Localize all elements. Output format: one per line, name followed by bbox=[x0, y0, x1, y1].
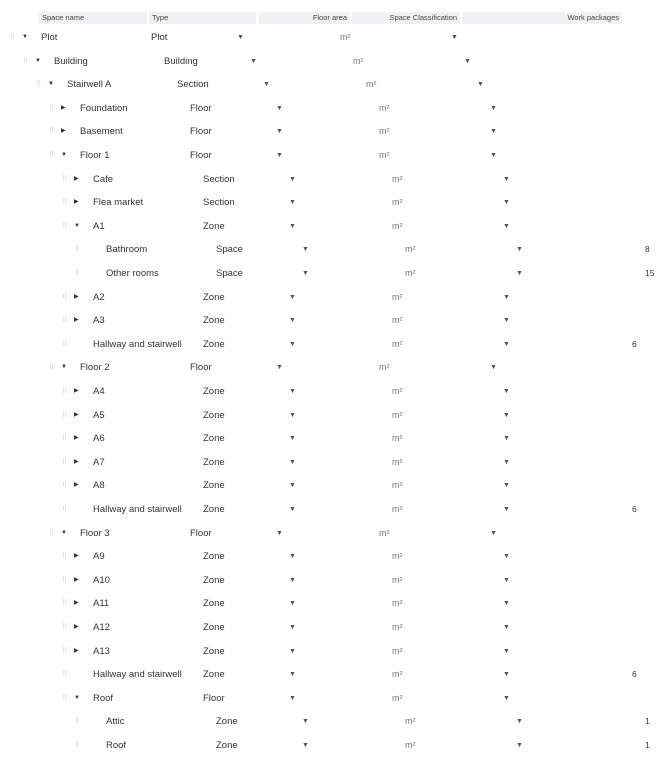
type-select[interactable]: Zone bbox=[203, 645, 225, 657]
drag-handle-icon[interactable]: ⠿ bbox=[62, 199, 67, 207]
floor-area-unit[interactable]: m² bbox=[392, 504, 403, 514]
chevron-down-icon[interactable]: ▼ bbox=[289, 458, 296, 466]
table-row bbox=[52, 451, 670, 475]
drag-handle-icon[interactable]: ⠿ bbox=[62, 293, 67, 301]
space-name[interactable]: A7 bbox=[93, 456, 105, 468]
drag-handle-icon[interactable]: ⠿ bbox=[62, 340, 67, 348]
chevron-down-icon[interactable]: ▼ bbox=[302, 742, 309, 749]
floor-area-unit[interactable]: m² bbox=[405, 716, 416, 727]
table-row bbox=[39, 144, 670, 168]
type-select[interactable]: Zone bbox=[216, 740, 238, 751]
chevron-down-icon[interactable]: ▼ bbox=[276, 529, 283, 537]
floor-area-unit[interactable]: m² bbox=[392, 551, 403, 562]
chevron-down-icon[interactable]: ▼ bbox=[302, 270, 309, 277]
floor-area-unit[interactable]: m² bbox=[392, 173, 403, 184]
type-select[interactable]: Floor bbox=[190, 126, 212, 138]
floor-area-unit[interactable]: m² bbox=[379, 527, 390, 538]
chevron-down-icon[interactable]: ▼ bbox=[289, 600, 296, 608]
space-name[interactable]: Floor 2 bbox=[80, 362, 110, 374]
type-select[interactable]: Space bbox=[216, 244, 243, 256]
drag-handle-icon[interactable]: ⠿ bbox=[10, 34, 15, 41]
table-row bbox=[39, 120, 670, 144]
caret-right-icon[interactable]: ▶ bbox=[74, 175, 79, 182]
chevron-down-icon[interactable]: ▼ bbox=[503, 506, 510, 513]
caret-down-icon[interactable]: ▼ bbox=[48, 81, 54, 88]
chevron-down-icon[interactable]: ▼ bbox=[289, 694, 296, 702]
drag-handle-icon[interactable]: ⠿ bbox=[62, 647, 67, 655]
space-name[interactable]: A13 bbox=[93, 645, 110, 657]
floor-area-unit[interactable]: m² bbox=[405, 740, 416, 750]
caret-down-icon[interactable]: ▼ bbox=[22, 34, 28, 40]
chevron-down-icon[interactable]: ▼ bbox=[302, 718, 309, 726]
type-select[interactable]: Floor bbox=[190, 527, 212, 539]
chevron-down-icon[interactable]: ▼ bbox=[464, 57, 471, 65]
drag-handle-icon[interactable]: ⠿ bbox=[62, 435, 67, 443]
floor-area-unit[interactable]: m² bbox=[392, 598, 403, 609]
type-select[interactable]: Zone bbox=[203, 598, 225, 610]
caret-right-icon[interactable]: ▶ bbox=[74, 317, 79, 324]
chevron-down-icon[interactable]: ▼ bbox=[289, 340, 296, 348]
floor-area-unit[interactable]: m² bbox=[392, 409, 403, 420]
header-space-name[interactable]: Space name bbox=[39, 12, 147, 24]
drag-handle-icon[interactable]: ⠿ bbox=[49, 529, 54, 537]
work-packages-count[interactable]: 6 bbox=[632, 504, 637, 514]
caret-down-icon[interactable]: ▼ bbox=[74, 694, 80, 701]
drag-handle-icon[interactable]: ⠿ bbox=[62, 694, 67, 702]
floor-area-unit[interactable]: m² bbox=[353, 55, 364, 66]
chevron-down-icon[interactable]: ▼ bbox=[276, 128, 283, 136]
table-row bbox=[52, 498, 670, 522]
drag-handle-icon[interactable]: ⠿ bbox=[75, 718, 80, 726]
chevron-down-icon[interactable]: ▼ bbox=[503, 482, 510, 490]
chevron-down-icon[interactable]: ▼ bbox=[289, 175, 296, 183]
drag-handle-icon[interactable]: ⠿ bbox=[23, 57, 28, 65]
chevron-down-icon[interactable]: ▼ bbox=[503, 388, 510, 395]
chevron-down-icon[interactable]: ▼ bbox=[490, 152, 497, 159]
table-row bbox=[52, 687, 670, 711]
chevron-down-icon[interactable]: ▼ bbox=[503, 671, 510, 679]
type-select[interactable]: Section bbox=[177, 79, 209, 91]
chevron-down-icon[interactable]: ▼ bbox=[276, 364, 283, 372]
type-select[interactable]: Zone bbox=[203, 480, 225, 492]
space-name[interactable]: Basement bbox=[80, 126, 123, 138]
floor-area-unit[interactable]: m² bbox=[379, 102, 390, 113]
chevron-down-icon[interactable]: ▼ bbox=[503, 411, 510, 419]
space-name[interactable]: Cafe bbox=[93, 173, 114, 185]
space-name[interactable]: Roof bbox=[93, 692, 114, 704]
chevron-down-icon[interactable]: ▼ bbox=[263, 81, 270, 89]
chevron-down-icon[interactable]: ▼ bbox=[289, 482, 296, 490]
chevron-down-icon[interactable]: ▼ bbox=[503, 694, 510, 702]
caret-right-icon[interactable]: ▶ bbox=[74, 388, 79, 394]
type-select[interactable]: Section bbox=[203, 197, 235, 209]
drag-handle-icon[interactable]: ⠿ bbox=[62, 506, 67, 513]
type-select[interactable]: Zone bbox=[203, 622, 225, 633]
floor-area-unit[interactable]: m² bbox=[392, 433, 403, 444]
space-name[interactable]: A5 bbox=[93, 409, 105, 421]
space-name[interactable]: Hallway and stairwell bbox=[93, 504, 182, 515]
table-row bbox=[52, 592, 670, 616]
caret-right-icon[interactable]: ▶ bbox=[61, 128, 66, 135]
space-name[interactable]: Foundation bbox=[80, 102, 128, 114]
space-name[interactable]: A4 bbox=[93, 386, 105, 397]
chevron-down-icon[interactable]: ▼ bbox=[490, 128, 497, 136]
table-row bbox=[39, 97, 670, 121]
floor-area-unit[interactable]: m² bbox=[392, 338, 403, 349]
space-name[interactable]: Building bbox=[54, 55, 88, 67]
table-row bbox=[52, 215, 670, 239]
caret-down-icon[interactable]: ▼ bbox=[61, 529, 67, 536]
space-name[interactable]: A8 bbox=[93, 480, 105, 492]
chevron-down-icon[interactable]: ▼ bbox=[503, 600, 510, 608]
type-select[interactable]: Zone bbox=[203, 409, 225, 421]
table-row bbox=[65, 262, 670, 286]
caret-right-icon[interactable]: ▶ bbox=[74, 199, 79, 206]
drag-handle-icon[interactable]: ⠿ bbox=[49, 128, 54, 136]
chevron-down-icon[interactable]: ▼ bbox=[516, 742, 523, 749]
work-packages-count[interactable]: 6 bbox=[632, 338, 637, 349]
drag-handle-icon[interactable]: ⠿ bbox=[36, 81, 41, 89]
chevron-down-icon[interactable]: ▼ bbox=[490, 104, 497, 112]
chevron-down-icon[interactable]: ▼ bbox=[516, 718, 523, 726]
floor-area-unit[interactable]: m² bbox=[392, 456, 403, 467]
type-select[interactable]: Zone bbox=[203, 386, 225, 397]
table-row bbox=[52, 286, 670, 310]
chevron-down-icon[interactable]: ▼ bbox=[250, 57, 257, 65]
work-packages-count[interactable]: 1 bbox=[645, 740, 650, 750]
drag-handle-icon[interactable]: ⠿ bbox=[49, 152, 54, 159]
chevron-down-icon[interactable]: ▼ bbox=[289, 506, 296, 513]
table-row bbox=[65, 238, 670, 262]
table-row bbox=[52, 640, 670, 664]
drag-handle-icon[interactable]: ⠿ bbox=[49, 104, 54, 112]
chevron-down-icon[interactable]: ▼ bbox=[503, 293, 510, 301]
caret-right-icon[interactable]: ▶ bbox=[74, 411, 79, 418]
caret-down-icon[interactable]: ▼ bbox=[35, 57, 41, 64]
chevron-down-icon[interactable]: ▼ bbox=[503, 435, 510, 443]
floor-area-unit[interactable]: m² bbox=[379, 126, 390, 137]
table-row bbox=[26, 73, 670, 97]
table-row bbox=[39, 356, 670, 380]
floor-area-unit[interactable]: m² bbox=[392, 669, 403, 680]
type-select[interactable]: Plot bbox=[151, 32, 168, 43]
table-row bbox=[65, 710, 670, 734]
drag-handle-icon[interactable]: ⠿ bbox=[49, 364, 54, 372]
space-name[interactable]: Flea market bbox=[93, 197, 144, 209]
chevron-down-icon[interactable]: ▼ bbox=[503, 624, 510, 631]
chevron-down-icon[interactable]: ▼ bbox=[289, 388, 296, 395]
space-name[interactable]: Hallway and stairwell bbox=[93, 338, 182, 350]
type-select[interactable]: Floor bbox=[190, 150, 212, 161]
space-name[interactable]: A11 bbox=[93, 598, 110, 610]
floor-area-unit[interactable]: m² bbox=[392, 574, 403, 585]
drag-handle-icon[interactable]: ⠿ bbox=[62, 458, 67, 466]
drag-handle-icon[interactable]: ⠿ bbox=[75, 742, 80, 749]
type-select[interactable]: Building bbox=[164, 55, 198, 67]
header-work-packages[interactable]: Work packages bbox=[462, 12, 622, 24]
work-packages-count[interactable]: 6 bbox=[632, 669, 637, 680]
table-row bbox=[52, 427, 670, 451]
caret-down-icon[interactable]: ▼ bbox=[61, 152, 67, 158]
chevron-down-icon[interactable]: ▼ bbox=[503, 576, 510, 584]
chevron-down-icon[interactable]: ▼ bbox=[289, 199, 296, 207]
table-row bbox=[0, 26, 670, 50]
chevron-down-icon[interactable]: ▼ bbox=[490, 529, 497, 537]
type-select[interactable]: Zone bbox=[203, 551, 225, 563]
work-packages-count[interactable]: 1 bbox=[645, 716, 650, 727]
type-select[interactable]: Zone bbox=[203, 291, 225, 303]
type-select[interactable]: Zone bbox=[216, 716, 238, 728]
drag-handle-icon[interactable]: ⠿ bbox=[62, 482, 67, 490]
type-select[interactable]: Floor bbox=[203, 692, 225, 704]
floor-area-unit[interactable]: m² bbox=[379, 362, 390, 373]
chevron-down-icon[interactable]: ▼ bbox=[237, 34, 244, 41]
type-select[interactable]: Zone bbox=[203, 456, 225, 468]
type-select[interactable]: Zone bbox=[203, 504, 225, 515]
space-name[interactable]: A6 bbox=[93, 433, 105, 445]
caret-right-icon[interactable]: ▶ bbox=[61, 104, 66, 111]
space-name[interactable]: Hallway and stairwell bbox=[93, 669, 182, 681]
chevron-down-icon[interactable]: ▼ bbox=[516, 270, 523, 277]
table-row bbox=[65, 734, 670, 758]
type-select[interactable]: Section bbox=[203, 173, 235, 185]
chevron-down-icon[interactable]: ▼ bbox=[289, 435, 296, 443]
caret-right-icon[interactable]: ▶ bbox=[74, 624, 79, 630]
drag-handle-icon[interactable]: ⠿ bbox=[75, 246, 80, 254]
table-row bbox=[52, 663, 670, 687]
table-row bbox=[52, 191, 670, 215]
space-name[interactable]: A1 bbox=[93, 220, 105, 232]
caret-right-icon[interactable]: ▶ bbox=[74, 435, 79, 442]
floor-area-unit[interactable]: m² bbox=[392, 315, 403, 326]
space-name[interactable]: Stairwell A bbox=[67, 79, 112, 91]
floor-area-unit[interactable]: m² bbox=[392, 480, 403, 491]
space-name[interactable]: A9 bbox=[93, 551, 105, 563]
table-row bbox=[52, 616, 670, 640]
chevron-down-icon[interactable]: ▼ bbox=[451, 34, 458, 41]
table-row bbox=[13, 50, 670, 74]
drag-handle-icon[interactable]: ⠿ bbox=[62, 317, 67, 325]
caret-right-icon[interactable]: ▶ bbox=[74, 553, 79, 560]
drag-handle-icon[interactable]: ⠿ bbox=[62, 600, 67, 608]
floor-area-unit[interactable]: m² bbox=[405, 244, 416, 255]
chevron-down-icon[interactable]: ▼ bbox=[503, 647, 510, 655]
drag-handle-icon[interactable]: ⠿ bbox=[62, 411, 67, 419]
chevron-down-icon[interactable]: ▼ bbox=[503, 317, 510, 325]
chevron-down-icon[interactable]: ▼ bbox=[477, 81, 484, 89]
drag-handle-icon[interactable]: ⠿ bbox=[75, 270, 80, 277]
drag-handle-icon[interactable]: ⠿ bbox=[62, 222, 67, 230]
caret-right-icon[interactable]: ▶ bbox=[74, 293, 79, 300]
chevron-down-icon[interactable]: ▼ bbox=[503, 175, 510, 183]
chevron-down-icon[interactable]: ▼ bbox=[289, 647, 296, 655]
caret-right-icon[interactable]: ▶ bbox=[74, 482, 79, 489]
floor-area-unit[interactable]: m² bbox=[405, 268, 416, 278]
floor-area-unit[interactable]: m² bbox=[392, 386, 403, 396]
floor-area-unit[interactable]: m² bbox=[366, 79, 377, 90]
chevron-down-icon[interactable]: ▼ bbox=[289, 624, 296, 631]
table-row bbox=[52, 545, 670, 569]
chevron-down-icon[interactable]: ▼ bbox=[503, 199, 510, 207]
floor-area-unit[interactable]: m² bbox=[392, 692, 403, 703]
caret-down-icon[interactable]: ▼ bbox=[74, 222, 80, 229]
table-row bbox=[39, 522, 670, 546]
drag-handle-icon[interactable]: ⠿ bbox=[62, 624, 67, 631]
chevron-down-icon[interactable]: ▼ bbox=[289, 222, 296, 230]
space-name[interactable]: Roof bbox=[106, 740, 127, 751]
work-packages-count[interactable]: 15 bbox=[645, 268, 655, 278]
chevron-down-icon[interactable]: ▼ bbox=[289, 671, 296, 679]
floor-area-unit[interactable]: m² bbox=[392, 220, 403, 231]
table-row bbox=[52, 333, 670, 357]
space-name[interactable]: Other rooms bbox=[106, 268, 159, 279]
chevron-down-icon[interactable]: ▼ bbox=[289, 411, 296, 419]
caret-down-icon[interactable]: ▼ bbox=[61, 364, 67, 371]
space-name[interactable]: A10 bbox=[93, 574, 110, 586]
header-type[interactable]: Type bbox=[149, 12, 256, 24]
drag-handle-icon[interactable]: ⠿ bbox=[62, 553, 67, 561]
space-name[interactable]: Plot bbox=[41, 32, 58, 43]
caret-right-icon[interactable]: ▶ bbox=[74, 576, 79, 583]
table-row bbox=[52, 380, 670, 404]
type-select[interactable]: Zone bbox=[203, 669, 225, 681]
table-row bbox=[52, 569, 670, 593]
space-name[interactable]: A12 bbox=[93, 622, 110, 633]
chevron-down-icon[interactable]: ▼ bbox=[516, 246, 523, 254]
chevron-down-icon[interactable]: ▼ bbox=[302, 246, 309, 254]
chevron-down-icon[interactable]: ▼ bbox=[503, 553, 510, 561]
chevron-down-icon[interactable]: ▼ bbox=[503, 458, 510, 466]
type-select[interactable]: Zone bbox=[203, 433, 225, 445]
type-select[interactable]: Floor bbox=[190, 102, 212, 114]
space-name[interactable]: Floor 3 bbox=[80, 527, 110, 539]
work-packages-count[interactable]: 8 bbox=[645, 244, 650, 255]
type-select[interactable]: Zone bbox=[203, 220, 225, 232]
chevron-down-icon[interactable]: ▼ bbox=[276, 104, 283, 112]
chevron-down-icon[interactable]: ▼ bbox=[276, 152, 283, 159]
space-name[interactable]: Floor 1 bbox=[80, 150, 110, 161]
type-select[interactable]: Zone bbox=[203, 338, 225, 350]
chevron-down-icon[interactable]: ▼ bbox=[490, 364, 497, 372]
drag-handle-icon[interactable]: ⠿ bbox=[62, 576, 67, 584]
space-name[interactable]: Attic bbox=[106, 716, 125, 728]
space-name[interactable]: Bathroom bbox=[106, 244, 148, 256]
floor-area-unit[interactable]: m² bbox=[392, 197, 403, 208]
caret-right-icon[interactable]: ▶ bbox=[74, 647, 79, 654]
floor-area-unit[interactable]: m² bbox=[392, 645, 403, 656]
table-row bbox=[52, 309, 670, 333]
type-select[interactable]: Zone bbox=[203, 315, 225, 327]
floor-area-unit[interactable]: m² bbox=[392, 291, 403, 302]
drag-handle-icon[interactable]: ⠿ bbox=[62, 388, 67, 395]
space-name[interactable]: A3 bbox=[93, 315, 105, 327]
caret-right-icon[interactable]: ▶ bbox=[74, 458, 79, 465]
table-row bbox=[52, 474, 670, 498]
header-floor-area[interactable]: Floor area bbox=[259, 12, 350, 24]
table-row bbox=[52, 404, 670, 428]
header-space-classification[interactable]: Space Classification bbox=[352, 12, 460, 24]
caret-right-icon[interactable]: ▶ bbox=[74, 600, 79, 607]
type-select[interactable]: Space bbox=[216, 268, 243, 279]
chevron-down-icon[interactable]: ▼ bbox=[503, 222, 510, 230]
chevron-down-icon[interactable]: ▼ bbox=[289, 317, 296, 325]
type-select[interactable]: Floor bbox=[190, 362, 212, 374]
space-name[interactable]: A2 bbox=[93, 291, 105, 303]
drag-handle-icon[interactable]: ⠿ bbox=[62, 671, 67, 679]
floor-area-unit[interactable]: m² bbox=[379, 150, 390, 160]
chevron-down-icon[interactable]: ▼ bbox=[289, 576, 296, 584]
chevron-down-icon[interactable]: ▼ bbox=[503, 340, 510, 348]
table-row bbox=[52, 168, 670, 192]
drag-handle-icon[interactable]: ⠿ bbox=[62, 175, 67, 183]
chevron-down-icon[interactable]: ▼ bbox=[289, 293, 296, 301]
floor-area-unit[interactable]: m² bbox=[392, 622, 403, 632]
chevron-down-icon[interactable]: ▼ bbox=[289, 553, 296, 561]
type-select[interactable]: Zone bbox=[203, 574, 225, 586]
floor-area-unit[interactable]: m² bbox=[340, 32, 351, 42]
